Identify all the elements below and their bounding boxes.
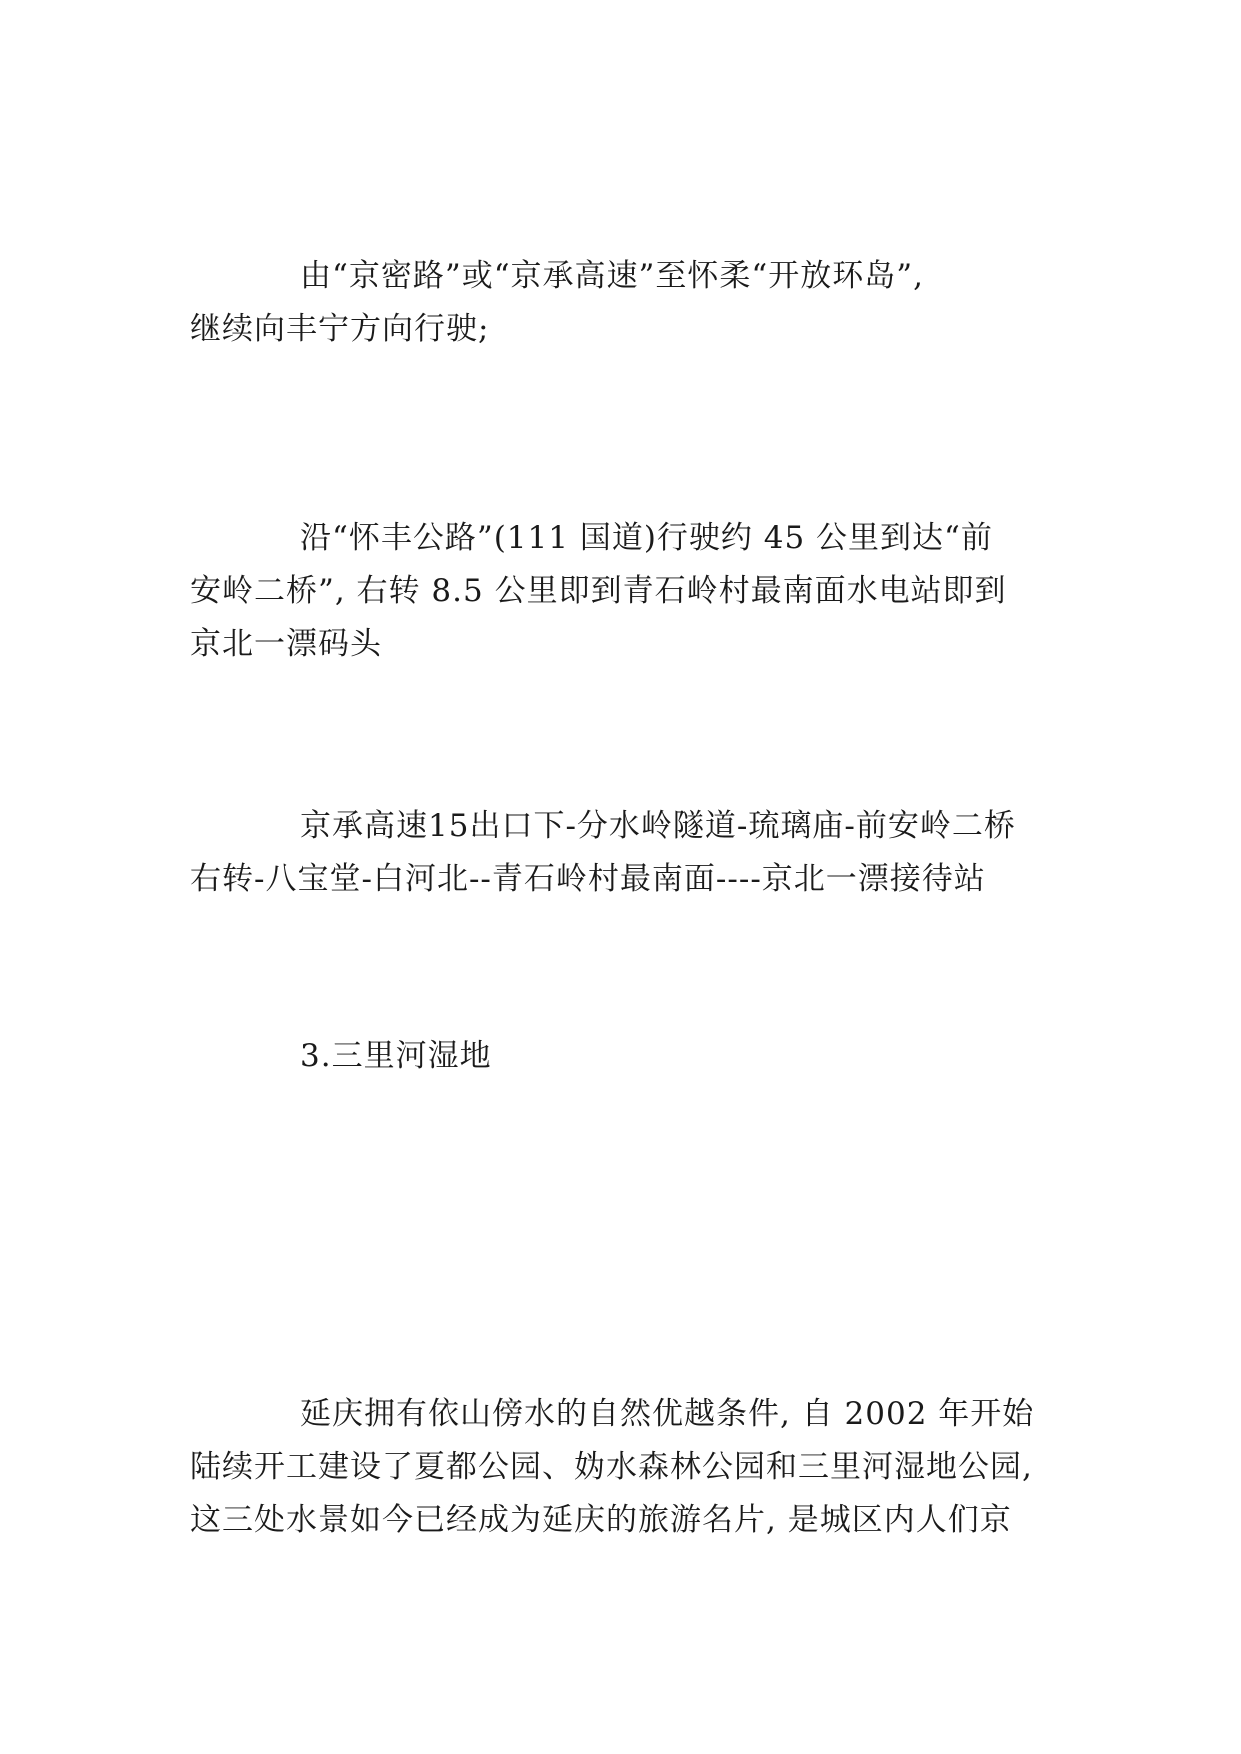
paragraph-directions-1 bbox=[190, 250, 1060, 356]
text-line: 3.三里河湿地 bbox=[300, 1038, 492, 1074]
text-line: 京北一漂码头 bbox=[190, 626, 382, 662]
paragraph-route bbox=[190, 800, 1060, 906]
paragraph-directions-2 bbox=[190, 512, 1060, 671]
text-line: 继续向丰宁方向行驶; bbox=[190, 311, 490, 347]
paragraph-description bbox=[190, 1388, 1060, 1547]
text-line: 沿“怀丰公路”(111 国道)行驶约 45 公里到达“前 bbox=[300, 520, 993, 556]
text-line: 陆续开工建设了夏都公园、妫水森林公园和三里河湿地公园, bbox=[190, 1449, 1033, 1485]
text-line: 这三处水景如今已经成为延庆的旅游名片, 是城区内人们京 bbox=[190, 1502, 1012, 1538]
text-line: 安岭二桥”, 右转 8.5 公里即到青石岭村最南面水电站即到 bbox=[190, 573, 1007, 609]
section-heading bbox=[190, 1030, 1060, 1083]
text-line: 由“京密路”或“京承高速”至怀柔“开放环岛”, bbox=[300, 258, 924, 294]
text-line: 延庆拥有依山傍水的自然优越条件, 自 2002 年开始 bbox=[300, 1396, 1035, 1432]
text-line: 右转-八宝堂-白河北--青石岭村最南面----京北一漂接待站 bbox=[190, 861, 986, 897]
text-line: 京承高速15出口下-分水岭隧道-琉璃庙-前安岭二桥 bbox=[300, 808, 1016, 844]
